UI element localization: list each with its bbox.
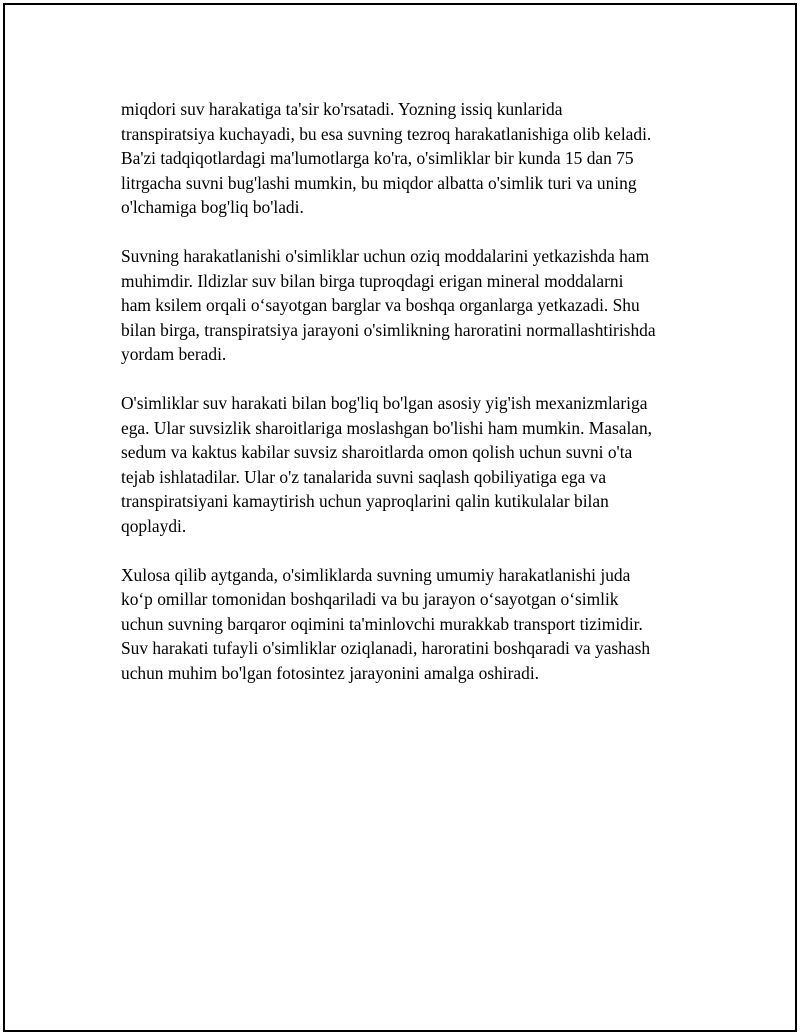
- paragraph-3: [121, 391, 721, 538]
- paragraph-2: [121, 244, 721, 367]
- text-line: ham ksilem orqali o‘sayotgan barglar va boshqa organlarga yetkazadi. Shu: [121, 295, 640, 315]
- text-line: o'lchamiga bog'liq bo'ladi.: [121, 197, 304, 217]
- paragraph-1: [121, 97, 721, 220]
- text-line: Ba'zi tadqiqotlardagi ma'lumotlarga ko'ra, o'simliklar bir kunda 15 dan 75: [121, 148, 634, 168]
- text-line: ko‘p omillar tomonidan boshqariladi va bu jarayon o‘sayotgan o‘simlik: [121, 589, 619, 609]
- document-body: [121, 97, 721, 710]
- text-line: uchun muhim bo'lgan fotosintez jarayonini amalga oshiradi.: [121, 662, 539, 683]
- text-line: bilan birga, transpiratsiya jarayoni o'simlikning haroratini normallashtirishda: [121, 319, 656, 340]
- text-line: sedum va kaktus kabilar suvsiz sharoitlarda omon qolish uchun suvni o'ta: [121, 442, 633, 462]
- text-line: muhimdir. Ildizlar suv bilan birga tuproqdagi erigan mineral moddalarni: [121, 270, 624, 291]
- text-line: Xulosa qilib aytganda, o'simliklarda suvning umumiy harakatlanishi juda: [121, 564, 631, 585]
- text-line: miqdori suv harakatiga ta'sir ko'rsatadi. Yozning issiq kunlarida: [121, 99, 563, 119]
- text-line: Suvning harakatlanishi o'simliklar uchun oziq moddalarini yetkazishda ham: [121, 246, 650, 266]
- text-line: O'simliklar suv harakati bilan bog'liq bo'lgan asosiy yig'ish mexanizmlariga: [121, 393, 648, 413]
- text-line: yordam beradi.: [121, 344, 227, 364]
- text-line: Suv harakati tufayli o'simliklar oziqlanadi, haroratini boshqaradi va yashash: [121, 638, 651, 658]
- text-line: ega. Ular suvsizlik sharoitlariga moslashgan bo'lishi ham mumkin. Masalan,: [121, 417, 653, 438]
- document-page: [3, 3, 797, 1032]
- text-line: transpiratsiya kuchayadi, bu esa suvning tezroq harakatlanishiga olib keladi.: [121, 123, 652, 144]
- text-line: litrgacha suvni bug'lashi mumkin, bu miqdor albatta o'simlik turi va uning: [121, 172, 637, 193]
- text-line: qoplaydi.: [121, 515, 187, 536]
- text-line: uchun suvning barqaror oqimini ta'minlovchi murakkab transport tizimidir.: [121, 613, 643, 634]
- text-line: tejab ishlatadilar. Ular o'z tanalarida suvni saqlash qobiliyatiga ega va: [121, 466, 607, 487]
- paragraph-4: [121, 563, 721, 686]
- text-line: transpiratsiyani kamaytirish uchun yaproqlarini qalin kutikulalar bilan: [121, 491, 609, 511]
